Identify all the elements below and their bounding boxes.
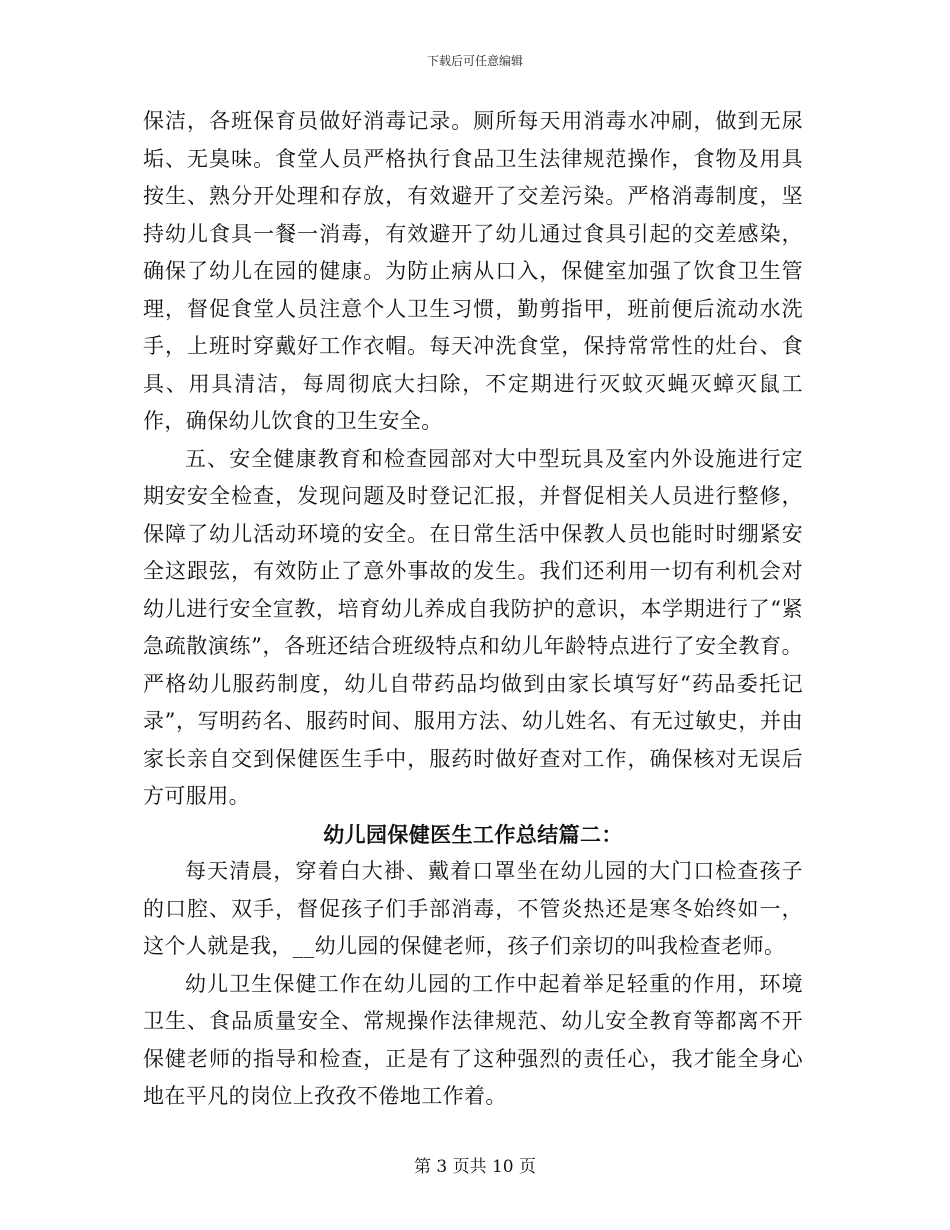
paragraph-safety-education: 五、安全健康教育和检查园部对大中型玩具及室内外设施进行定期安安全检查，发现问题及时登记汇报，并督促相关人员进行整修，保障了幼儿活动环境的安全。在日常生活中保教人员也能时时绷紧安全这跟弦，有效防止了意外事故的发生。我们还利用一切有利机会对幼儿进行安全宣教，培育幼儿养成自我防护的意识，本学期进行了“紧急疏散演练”，各班还结合班级特点和幼儿年龄特点进行了安全教育。严格幼儿服药制度，幼儿自带药品均做到由家长填写好“药品委托记录”，写明药名、服药时间、服用方法、幼儿姓名、有无过敏史，并由家长亲自交到保健医生手中，服药时做好查对工作，确保核对无误后方可服用。 — [143, 446, 803, 808]
page-footer: 第 3 页共 10 页 — [413, 1157, 537, 1177]
paragraph-health-role: 幼儿卫生保健工作在幼儿园的工作中起着举足轻重的作用，环境卫生、食品质量安全、常规操作法律规范、幼儿安全教育等都离不开保健老师的指导和检查，正是有了这种强烈的责任心，我才能全身心地在平凡的岗位上孜孜不倦地工作着。 — [143, 971, 803, 1108]
section-heading: 幼儿园保健医生工作总结篇二： — [323, 821, 623, 847]
paragraph-hygiene: 保洁，各班保育员做好消毒记录。厕所每天用消毒水冲刷，做到无尿垢、无臭味。食堂人员严格执行食品卫生法律规范操作，食物及用具按生、熟分开处理和存放，有效避开了交差污染。严格消毒制度，坚持幼儿食具一餐一消毒，有效避开了幼儿通过食具引起的交差感染，确保了幼儿在园的健康。为防止病从口入，保健室加强了饮食卫生管理，督促食堂人员注意个人卫生习惯，勤剪指甲，班前便后流动水洗手，上班时穿戴好工作衣帽。每天冲洗食堂，保持常常性的灶台、食具、用具清洁，每周彻底大扫除，不定期进行灭蚊灭蝇灭蟑灭鼠工作，确保幼儿饮食的卫生安全。 — [143, 109, 803, 433]
page-header: 下载后可任意编辑 — [426, 54, 523, 68]
paragraph-morning-check: 每天清晨，穿着白大褂、戴着口罩坐在幼儿园的大门口检查孩子的口腔、双手，督促孩子们手部消毒，不管炎热还是寒冬始终如一，这个人就是我，__幼儿园的保健老师，孩子们亲切的叫我检查老师。 — [143, 859, 803, 958]
document-body — [143, 103, 803, 1116]
